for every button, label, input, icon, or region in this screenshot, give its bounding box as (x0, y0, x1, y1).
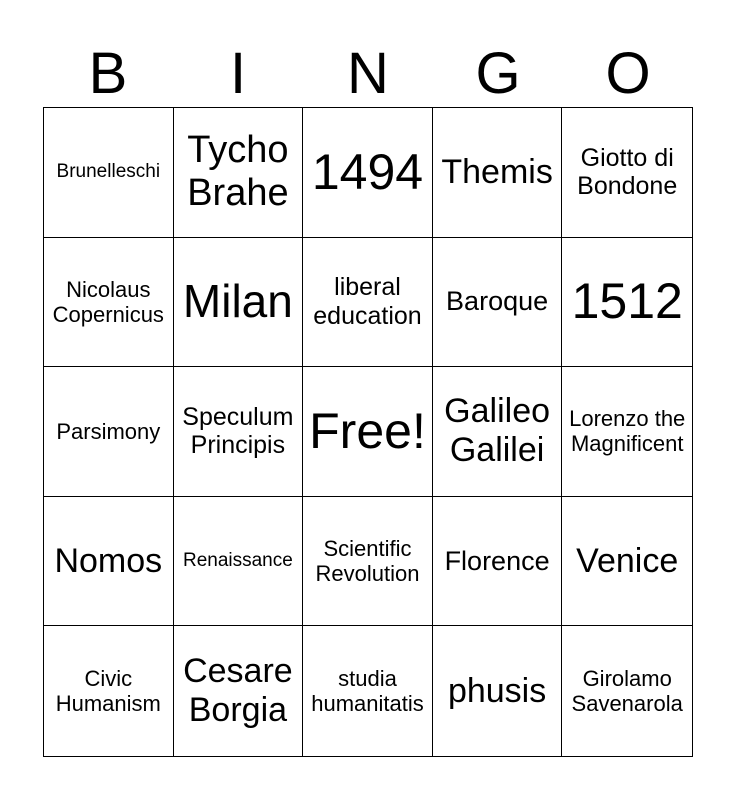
cell-text: Milan (182, 275, 293, 328)
bingo-cell[interactable] (174, 626, 304, 756)
bingo-cell[interactable] (303, 238, 433, 368)
cell-text: Themis (441, 152, 553, 191)
cell-text: Parsimony (56, 418, 161, 444)
cell-text: phusis (447, 671, 547, 710)
bingo-cell[interactable] (562, 108, 692, 238)
cell-text: Free! (309, 402, 426, 459)
bingo-cell[interactable] (44, 626, 174, 756)
cell-text: Cesare Borgia (183, 652, 293, 730)
header-letter-n: N (347, 41, 389, 106)
cell-text: 1512 (571, 273, 683, 330)
cell-text: Lorenzo the Magnificent (569, 406, 686, 457)
header-letter-g: G (475, 41, 521, 106)
bingo-cell[interactable] (174, 497, 304, 627)
cell-text: Renaissance (182, 550, 293, 572)
bingo-cell[interactable] (303, 626, 433, 756)
bingo-cell[interactable] (562, 367, 692, 497)
bingo-cell[interactable] (562, 238, 692, 368)
cell-text: Scientific Revolution (315, 535, 420, 587)
bingo-cell[interactable] (44, 108, 174, 238)
bingo-board (43, 107, 693, 757)
cell-text: Civic Humanism (55, 665, 161, 717)
cell-text: Baroque (446, 286, 549, 317)
bingo-cell[interactable] (44, 367, 174, 497)
bingo-cell[interactable] (433, 626, 563, 756)
bingo-cell[interactable] (174, 108, 304, 238)
header-letter-b: B (88, 41, 128, 106)
cell-text: Brunelleschi (56, 161, 161, 183)
cell-text: Nomos (54, 541, 163, 580)
bingo-cell[interactable] (44, 238, 174, 368)
bingo-cell[interactable] (433, 108, 563, 238)
cell-text: 1494 (311, 143, 424, 200)
bingo-cell[interactable] (433, 238, 563, 368)
bingo-cell[interactable] (562, 626, 692, 756)
cell-text: Venice (576, 541, 679, 580)
bingo-cell[interactable] (44, 497, 174, 627)
bingo-cell[interactable] (174, 367, 304, 497)
cell-text: studia humanitatis (311, 665, 424, 717)
bingo-cell[interactable] (303, 367, 433, 497)
header-letter-i: I (229, 41, 247, 106)
bingo-cell[interactable] (174, 238, 304, 368)
cell-text: Girolamo Savenarola (571, 665, 683, 717)
header-letter-o: O (605, 41, 651, 106)
bingo-cell[interactable] (303, 497, 433, 627)
cell-text: Galileo Galilei (444, 392, 551, 470)
bingo-header (43, 40, 693, 108)
cell-text: Nicolaus Copernicus (52, 276, 164, 327)
cell-text: Giotto di Bondone (577, 143, 678, 201)
cell-text: Tycho Brahe (187, 128, 289, 215)
cell-text: Speculum Principis (182, 402, 294, 460)
cell-text: Florence (444, 545, 550, 576)
bingo-cell[interactable] (433, 497, 563, 627)
bingo-cell[interactable] (433, 367, 563, 497)
bingo-cell[interactable] (562, 497, 692, 627)
cell-text: liberal education (313, 273, 422, 330)
bingo-cell[interactable] (303, 108, 433, 238)
